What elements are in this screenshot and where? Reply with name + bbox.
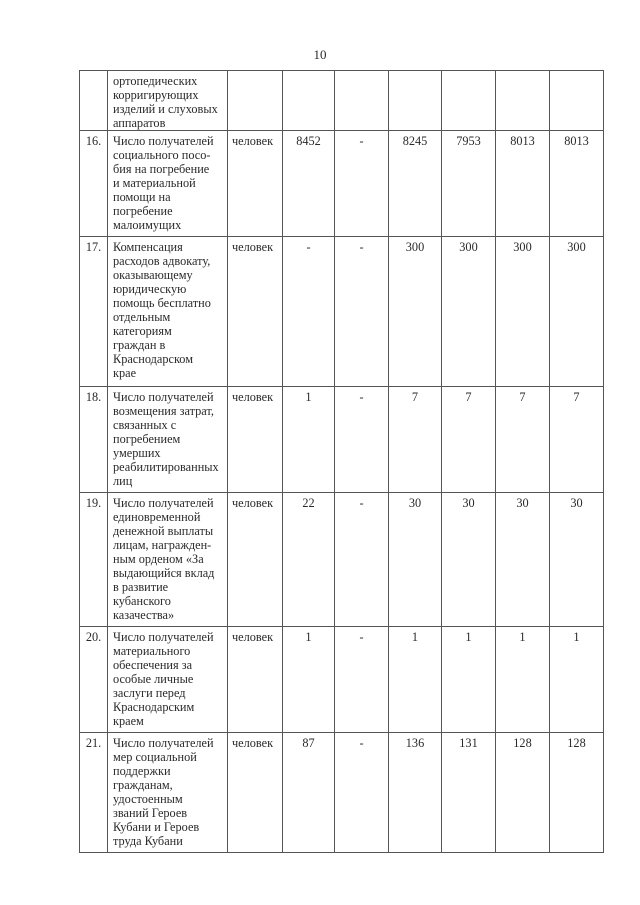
value-col-4: 131: [459, 736, 478, 750]
value-col-2: -: [359, 496, 364, 510]
value-col-2-cell: [335, 733, 389, 853]
value-col-5-cell: [496, 733, 550, 853]
row-number: 21.: [85, 736, 102, 750]
value-col-6: 8013: [564, 134, 589, 148]
table-row: [80, 131, 604, 237]
value-col-6-cell: [550, 237, 604, 387]
value-col-6: 30: [570, 496, 583, 510]
row-number-cell: [80, 71, 108, 131]
value-col-6-cell: [550, 627, 604, 733]
unit-of-measure-cell: [228, 237, 283, 387]
value-col-5: 7: [519, 390, 526, 404]
row-number: 16.: [85, 134, 102, 148]
table-row: [80, 493, 604, 627]
value-col-4: 7: [465, 390, 472, 404]
value-col-3: 7: [411, 390, 419, 404]
value-col-3-cell: [389, 387, 442, 493]
unit-of-measure: человек: [232, 496, 274, 510]
value-col-2-cell: [335, 131, 389, 237]
value-col-2: -: [359, 134, 364, 148]
value-col-4-cell: [442, 493, 496, 627]
indicator-name: Число получателей единовременной денежной выплаты лицам, награжден- ным орденом «За выдающийся вклад в развитие кубанского казачества»: [113, 496, 215, 622]
value-col-1-cell: [283, 237, 335, 387]
value-col-2-cell: [335, 627, 389, 733]
indicator-name-cell: [108, 71, 228, 131]
unit-of-measure-cell: [228, 131, 283, 237]
value-col-4-cell: [442, 237, 496, 387]
value-col-3-cell: [389, 131, 442, 237]
value-col-1-cell: [283, 493, 335, 627]
row-number-cell: [80, 237, 108, 387]
value-col-3: 8245: [402, 134, 428, 148]
value-col-5-cell: [496, 493, 550, 627]
value-col-1: 22: [302, 496, 315, 510]
value-col-5-cell: [496, 627, 550, 733]
unit-of-measure-cell: [228, 387, 283, 493]
row-number-cell: [80, 493, 108, 627]
value-col-2: -: [359, 240, 364, 254]
row-number-cell: [80, 733, 108, 853]
value-col-6-cell: [550, 493, 604, 627]
value-col-6-cell: [550, 71, 604, 131]
value-col-4-cell: [442, 387, 496, 493]
value-col-4: 7953: [456, 134, 481, 148]
value-col-3-cell: [389, 733, 442, 853]
value-col-4: 30: [462, 496, 475, 510]
value-col-1: 1: [305, 390, 312, 404]
value-col-6: 300: [567, 240, 586, 254]
unit-of-measure-cell: [228, 733, 283, 853]
indicator-name: Число получателей мер социальной поддержки гражданам, удостоенным званий Героев Кубани и Героев труда Кубани: [113, 736, 214, 848]
value-col-5-cell: [496, 131, 550, 237]
value-col-1-cell: [283, 131, 335, 237]
indicator-name: ортопедических корригирующих изделий и слуховых аппаратов: [113, 74, 218, 130]
row-number-cell: [80, 131, 108, 237]
value-col-5: 128: [513, 736, 532, 750]
value-col-5-cell: [496, 387, 550, 493]
value-col-1: 1: [305, 630, 312, 644]
indicator-name: Компенсация расходов адвокату, оказывающему юридическую помощь бесплатно отдельным категориям граждан в Краснодарском крае: [113, 240, 211, 380]
value-col-1: 8452: [296, 134, 321, 148]
row-number: 19.: [85, 496, 102, 510]
page-number: 10: [313, 47, 327, 62]
unit-of-measure: человек: [232, 736, 274, 750]
value-col-3-cell: [389, 627, 442, 733]
value-col-1-cell: [283, 733, 335, 853]
value-col-3: 30: [408, 496, 422, 510]
value-col-3: 1: [411, 630, 419, 644]
value-col-2-cell: [335, 493, 389, 627]
value-col-1-cell: [283, 627, 335, 733]
table-row: [80, 237, 604, 387]
table-row: [80, 387, 604, 493]
value-col-1: 87: [302, 736, 315, 750]
value-col-4: 300: [459, 240, 478, 254]
value-col-6: 7: [573, 390, 580, 404]
unit-of-measure: человек: [232, 630, 274, 644]
unit-of-measure: человек: [232, 390, 274, 404]
indicator-name-cell: [108, 387, 228, 493]
value-col-1-cell: [283, 71, 335, 131]
value-col-5: 8013: [510, 134, 535, 148]
value-col-3-cell: [389, 237, 442, 387]
row-number: 17.: [85, 240, 102, 254]
table-row: [80, 71, 604, 131]
value-col-6: 128: [567, 736, 586, 750]
row-number-cell: [80, 387, 108, 493]
value-col-3-cell: [389, 71, 442, 131]
indicator-name-cell: [108, 627, 228, 733]
value-col-2: -: [359, 736, 364, 750]
value-col-5-cell: [496, 71, 550, 131]
row-number: 20.: [85, 630, 102, 644]
value-col-2: -: [359, 630, 364, 644]
value-col-3: 136: [405, 736, 425, 750]
indicator-name-cell: [108, 237, 228, 387]
indicator-name: Число получателей возмещения затрат, связанных с погребением умерших реабилитированных лиц: [113, 390, 219, 488]
value-col-6-cell: [550, 387, 604, 493]
value-col-2-cell: [335, 71, 389, 131]
indicator-name-cell: [108, 733, 228, 853]
value-col-5: 30: [516, 496, 529, 510]
value-col-4-cell: [442, 627, 496, 733]
row-number: 18.: [85, 390, 102, 404]
value-col-1-cell: [283, 387, 335, 493]
unit-of-measure: человек: [232, 134, 274, 148]
value-col-4: 1: [465, 630, 472, 644]
table-row: [80, 627, 604, 733]
indicators-table: [79, 70, 604, 853]
unit-of-measure-cell: [228, 627, 283, 733]
value-col-4-cell: [442, 733, 496, 853]
value-col-4-cell: [442, 131, 496, 237]
table-row: [80, 733, 604, 853]
value-col-3: 300: [405, 240, 425, 254]
indicator-name: Число получателей социального посо- бия на погребение и материальной помощи на погребение малоимущих: [113, 134, 214, 232]
value-col-2: -: [359, 390, 364, 404]
indicator-name-cell: [108, 131, 228, 237]
row-number-cell: [80, 627, 108, 733]
value-col-6-cell: [550, 131, 604, 237]
value-col-5-cell: [496, 237, 550, 387]
value-col-1: -: [306, 240, 311, 254]
value-col-2-cell: [335, 237, 389, 387]
value-col-5: 300: [513, 240, 532, 254]
value-col-3-cell: [389, 493, 442, 627]
unit-of-measure-cell: [228, 493, 283, 627]
value-col-5: 1: [519, 630, 526, 644]
value-col-6: 1: [573, 630, 580, 644]
unit-of-measure: человек: [232, 240, 274, 254]
value-col-6-cell: [550, 733, 604, 853]
indicator-name: Число получателей материального обеспечения за особые личные заслуги перед Краснодарским краем: [113, 630, 214, 728]
unit-of-measure-cell: [228, 71, 283, 131]
indicator-name-cell: [108, 493, 228, 627]
value-col-4-cell: [442, 71, 496, 131]
value-col-2-cell: [335, 387, 389, 493]
